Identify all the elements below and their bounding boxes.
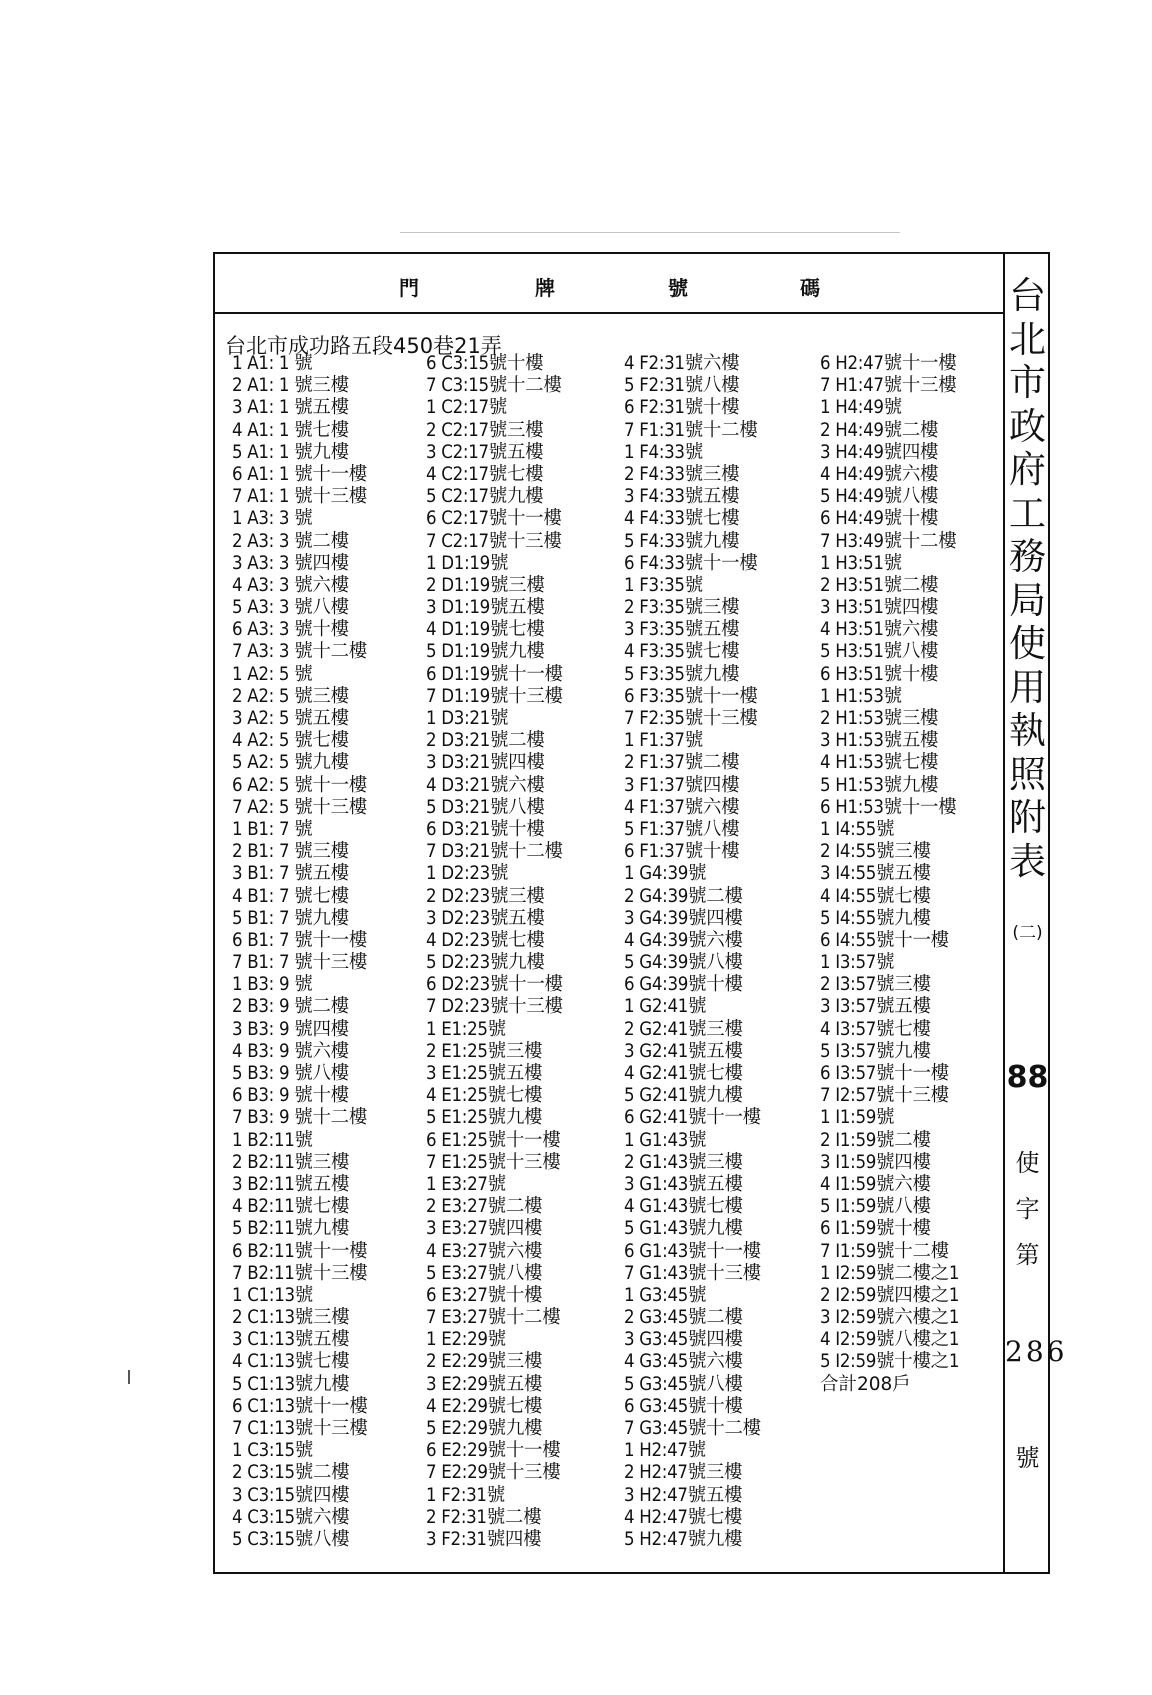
address-entry: 1 A1: 1 號 — [232, 353, 313, 374]
address-entry: 2 C3:15號二樓 — [232, 1462, 350, 1484]
address-entry: 7 E2:29號十三樓 — [426, 1462, 561, 1484]
address-entry: 4 H4:49號六樓 — [820, 463, 939, 485]
address-entry: 1 E2:29號 — [426, 1329, 506, 1351]
address-entry: 4 H2:47號七樓 — [624, 1506, 743, 1528]
address-entry: 6 H4:49號十樓 — [820, 508, 939, 530]
address-entry: 5 B2:11號九樓 — [232, 1218, 350, 1240]
address-entry: 6 D2:23號十一樓 — [426, 974, 563, 996]
permit-word: 使字第 — [1015, 1149, 1040, 1269]
address-entry: 2 G2:41號三樓 — [624, 1018, 743, 1040]
address-entry: 6 G2:41號十一樓 — [624, 1107, 761, 1129]
address-entry: 4 B3: 9 號六樓 — [232, 1040, 349, 1062]
address-entry: 5 D3:21號八樓 — [426, 796, 545, 818]
address-entry: 6 B2:11號十一樓 — [232, 1240, 368, 1262]
address-entry: 6 A3: 3 號十樓 — [232, 619, 349, 641]
address-entry: 1 C2:17號 — [426, 397, 507, 419]
address-entry: 5 B3: 9 號八樓 — [232, 1063, 349, 1084]
address-entry: 1 A3: 3 號 — [232, 508, 313, 530]
address-entry: 6 F2:31號十樓 — [624, 397, 740, 419]
address-entry: 1 C3:15號 — [232, 1440, 313, 1462]
address-entry: 7 C2:17號十三樓 — [426, 530, 562, 552]
document-title: 台北市政府工務局使用執照附表 — [1009, 274, 1046, 883]
address-entry: 6 E2:29號十一樓 — [426, 1440, 561, 1462]
address-entry: 1 D3:21號 — [426, 708, 509, 729]
address-entry: 4 A3: 3 號六樓 — [232, 574, 349, 596]
address-entry: 3 C2:17號五樓 — [426, 441, 544, 463]
address-entry: 3 G2:41號五樓 — [624, 1040, 743, 1062]
header-label: 門 — [399, 276, 419, 300]
address-entry: 2 E2:29號三樓 — [426, 1351, 543, 1373]
address-entry: 7 B2:11號十三樓 — [232, 1262, 368, 1284]
address-entry: 3 F3:35號五樓 — [624, 619, 740, 641]
address-entry: 4 D2:23號七樓 — [426, 929, 545, 951]
address-entry: 3 H1:53號五樓 — [820, 730, 939, 752]
address-entry: 2 G3:45號二樓 — [624, 1307, 743, 1329]
table-header — [213, 252, 1005, 314]
address-entry: 6 A2: 5 號十一樓 — [232, 774, 368, 796]
address-entry: 3 D1:19號五樓 — [426, 597, 545, 619]
address-entry: 5 G4:39號八樓 — [624, 952, 743, 974]
address-entry: 6 F1:37號十樓 — [624, 841, 740, 863]
address-entry: 5 E2:29號九樓 — [426, 1418, 543, 1439]
permit-suffix: 號 — [1015, 1444, 1040, 1472]
street-address: 台北市成功路五段450巷21弄 — [225, 334, 502, 358]
address-entry: 4 I4:55號七樓 — [820, 885, 931, 907]
address-entry: 6 F3:35號十一樓 — [624, 685, 758, 707]
scan-artifact — [128, 1370, 130, 1384]
header-label: 牌 — [535, 276, 555, 300]
address-entry: 1 F4:33號 — [624, 441, 703, 463]
address-entry: 4 G2:41號七樓 — [624, 1063, 743, 1084]
address-entry: 3 I2:59號六樓之1 — [820, 1307, 960, 1329]
address-entry: 4 C3:15號六樓 — [232, 1506, 350, 1528]
header-label: 號 — [668, 276, 688, 300]
address-entry: 7 F1:31號十二樓 — [624, 419, 758, 441]
address-entry: 1 I1:59號 — [820, 1107, 895, 1129]
address-entry: 2 E1:25號三樓 — [426, 1040, 543, 1062]
address-entry: 4 F4:33號七樓 — [624, 508, 740, 530]
address-entry: 2 D1:19號三樓 — [426, 574, 545, 596]
address-entry: 1 F3:35號 — [624, 574, 703, 596]
address-entry: 3 F2:31號四樓 — [426, 1528, 542, 1550]
address-entry: 4 A1: 1 號七樓 — [232, 419, 349, 441]
address-entry: 1 H3:51號 — [820, 552, 902, 574]
address-entry: 2 I3:57號三樓 — [820, 974, 931, 996]
address-entry: 7 B1: 7 號十三樓 — [232, 952, 368, 974]
address-entry: 5 H4:49號八樓 — [820, 486, 939, 508]
address-entry: 3 H3:51號四樓 — [820, 597, 939, 619]
address-entry: 3 F1:37號四樓 — [624, 774, 740, 796]
address-entry: 5 B1: 7 號九樓 — [232, 907, 349, 929]
address-entry: 5 E3:27號八樓 — [426, 1262, 543, 1284]
address-entry: 2 I4:55號三樓 — [820, 841, 931, 863]
address-entry: 2 G1:43號三樓 — [624, 1151, 743, 1173]
address-entry: 6 C2:17號十一樓 — [426, 508, 562, 530]
address-entry: 4 F1:37號六樓 — [624, 796, 740, 818]
address-entry: 5 F3:35號九樓 — [624, 663, 740, 685]
address-entry: 3 A3: 3 號四樓 — [232, 552, 349, 574]
address-entry: 4 E1:25號七樓 — [426, 1085, 543, 1107]
address-entry: 3 E2:29號五樓 — [426, 1373, 543, 1395]
address-entry: 5 E1:25號九樓 — [426, 1107, 543, 1129]
address-entry: 4 I3:57號七樓 — [820, 1018, 931, 1040]
address-entry: 1 D1:19號 — [426, 552, 509, 574]
address-entry: 6 H3:51號十樓 — [820, 663, 939, 685]
address-entry: 2 A2: 5 號三樓 — [232, 685, 349, 707]
address-entry: 7 A1: 1 號十三樓 — [232, 486, 368, 508]
address-entry: 1 B3: 9 號 — [232, 974, 313, 996]
address-entry: 4 I1:59號六樓 — [820, 1173, 931, 1195]
address-entry: 7 H1:47號十三樓 — [820, 375, 957, 397]
address-entry: 6 C3:15號十樓 — [426, 353, 544, 374]
address-entry: 4 E3:27號六樓 — [426, 1240, 543, 1262]
address-entry: 4 C1:13號七樓 — [232, 1351, 350, 1373]
address-entry: 5 I3:57號九樓 — [820, 1040, 931, 1062]
address-entry: 3 I4:55號五樓 — [820, 863, 931, 885]
address-entry: 4 C2:17號七樓 — [426, 463, 544, 485]
address-entry: 6 H2:47號十一樓 — [820, 353, 957, 374]
address-entry: 6 F4:33號十一樓 — [624, 552, 758, 574]
address-entry: 2 D3:21號二樓 — [426, 730, 545, 752]
address-entry: 7 H3:49號十二樓 — [820, 530, 957, 552]
address-entry: 6 I4:55號十一樓 — [820, 929, 949, 951]
address-entry: 6 E3:27號十樓 — [426, 1284, 543, 1306]
header-label: 碼 — [800, 276, 820, 300]
address-entry: 7 E3:27號十二樓 — [426, 1307, 561, 1329]
address-entry: 1 I2:59號二樓之1 — [820, 1262, 960, 1284]
address-entry: 2 A1: 1 號三樓 — [232, 375, 349, 397]
address-entry: 4 E2:29號七樓 — [426, 1395, 543, 1417]
address-entry: 6 I3:57號十一樓 — [820, 1063, 949, 1084]
address-entry: 7 D2:23號十三樓 — [426, 996, 563, 1018]
address-entry: 2 A3: 3 號二樓 — [232, 530, 349, 552]
address-entry: 7 I2:57號十三樓 — [820, 1085, 949, 1107]
address-entry: 4 F3:35號七樓 — [624, 641, 740, 663]
address-entry: 6 E1:25號十一樓 — [426, 1129, 561, 1151]
address-entry: 7 F2:35號十三樓 — [624, 708, 758, 729]
address-entry: 2 F4:33號三樓 — [624, 463, 740, 485]
address-entry: 3 C1:13號五樓 — [232, 1329, 350, 1351]
address-entry: 1 H1:53號 — [820, 685, 902, 707]
address-column — [820, 353, 1010, 1396]
address-column — [426, 353, 616, 1551]
address-entry: 1 H4:49號 — [820, 397, 902, 419]
address-entry: 4 G1:43號七樓 — [624, 1196, 743, 1218]
address-entry: 2 H4:49號二樓 — [820, 419, 939, 441]
address-entry: 7 G1:43號十三樓 — [624, 1262, 761, 1284]
address-entry: 7 C3:15號十二樓 — [426, 375, 562, 397]
address-entry: 4 H1:53號七樓 — [820, 752, 939, 774]
address-entry: 1 C1:13號 — [232, 1284, 313, 1306]
address-entry: 2 G4:39號二樓 — [624, 885, 743, 907]
permit-year: 88 — [1006, 1060, 1049, 1095]
address-entry: 2 B3: 9 號二樓 — [232, 996, 349, 1018]
address-column — [232, 353, 422, 1551]
address-entry: 6 B1: 7 號十一樓 — [232, 929, 368, 951]
address-entry: 1 I4:55號 — [820, 818, 895, 840]
address-entry: 4 G4:39號六樓 — [624, 929, 743, 951]
address-entry: 1 E3:27號 — [426, 1173, 506, 1195]
address-entry: 3 G4:39號四樓 — [624, 907, 743, 929]
address-entry: 2 B2:11號三樓 — [232, 1151, 350, 1173]
address-entry: 2 B1: 7 號三樓 — [232, 841, 349, 863]
address-entry: 1 B1: 7 號 — [232, 818, 313, 840]
address-entry: 3 F4:33號五樓 — [624, 486, 740, 508]
address-entry: 3 E3:27號四樓 — [426, 1218, 543, 1240]
address-entry: 5 D1:19號九樓 — [426, 641, 545, 663]
address-entry: 5 I1:59號八樓 — [820, 1196, 931, 1218]
address-entry: 1 G4:39號 — [624, 863, 707, 885]
address-entry: 3 B1: 7 號五樓 — [232, 863, 349, 885]
address-entry: 5 H1:53號九樓 — [820, 774, 939, 796]
address-entry: 2 I2:59號四樓之1 — [820, 1284, 960, 1306]
address-entry: 1 F2:31號 — [426, 1484, 505, 1506]
address-entry: 5 F2:31號八樓 — [624, 375, 740, 397]
scan-artifact — [400, 232, 900, 233]
address-entry: 2 C2:17號三樓 — [426, 419, 544, 441]
address-entry: 6 B3: 9 號十樓 — [232, 1085, 349, 1107]
address-entry: 1 H2:47號 — [624, 1440, 706, 1462]
address-entry: 3 C3:15號四樓 — [232, 1484, 350, 1506]
sidebar — [1005, 252, 1068, 1574]
address-entry: 7 A3: 3 號十二樓 — [232, 641, 368, 663]
address-entry: 3 A1: 1 號五樓 — [232, 397, 349, 419]
address-entry: 6 G3:45號十樓 — [624, 1395, 743, 1417]
address-entry: 2 F1:37號二樓 — [624, 752, 740, 774]
address-entry: 3 I1:59號四樓 — [820, 1151, 931, 1173]
address-entry: 6 G4:39號十樓 — [624, 974, 743, 996]
address-entry: 4 H3:51號六樓 — [820, 619, 939, 641]
address-entry: 7 A2: 5 號十三樓 — [232, 796, 368, 818]
address-entry: 4 F2:31號六樓 — [624, 353, 740, 374]
address-entry: 3 D3:21號四樓 — [426, 752, 545, 774]
address-entry: 7 D1:19號十三樓 — [426, 685, 563, 707]
address-entry: 3 E1:25號五樓 — [426, 1063, 543, 1084]
address-entry: 2 I1:59號二樓 — [820, 1129, 931, 1151]
address-entry: 2 C1:13號三樓 — [232, 1307, 350, 1329]
address-entry: 5 H2:47號九樓 — [624, 1528, 743, 1550]
address-entry: 1 G1:43號 — [624, 1129, 707, 1151]
address-entry: 7 E1:25號十三樓 — [426, 1151, 561, 1173]
address-entry: 3 G1:43號五樓 — [624, 1173, 743, 1195]
address-entry: 4 D3:21號六樓 — [426, 774, 545, 796]
address-entry: 1 A2: 5 號 — [232, 663, 313, 685]
address-entry: 1 G2:41號 — [624, 996, 707, 1018]
address-entry: 7 G3:45號十二樓 — [624, 1418, 761, 1439]
address-entry: 1 D2:23號 — [426, 863, 509, 885]
address-entry: 6 G1:43號十一樓 — [624, 1240, 761, 1262]
address-entry: 6 H1:53號十一樓 — [820, 796, 957, 818]
address-entry: 7 B3: 9 號十二樓 — [232, 1107, 368, 1129]
address-entry: 3 H2:47號五樓 — [624, 1484, 743, 1506]
address-entry: 4 I2:59號八樓之1 — [820, 1329, 960, 1351]
address-entry: 7 D3:21號十二樓 — [426, 841, 563, 863]
address-entry: 1 F1:37號 — [624, 730, 703, 752]
address-entry: 3 D2:23號五樓 — [426, 907, 545, 929]
address-entry: 4 B1: 7 號七樓 — [232, 885, 349, 907]
address-entry: 5 A1: 1 號九樓 — [232, 441, 349, 463]
permit-number: 286 — [1005, 1335, 1068, 1368]
address-entry: 2 H3:51號二樓 — [820, 574, 939, 596]
address-entry: 3 B3: 9 號四樓 — [232, 1018, 349, 1040]
address-entry: 5 A2: 5 號九樓 — [232, 752, 349, 774]
address-entry: 4 A2: 5 號七樓 — [232, 730, 349, 752]
address-entry: 5 G2:41號九樓 — [624, 1085, 743, 1107]
address-entry: 6 D3:21號十樓 — [426, 818, 545, 840]
address-entry: 6 A1: 1 號十一樓 — [232, 463, 368, 485]
address-entry: 5 G3:45號八樓 — [624, 1373, 743, 1395]
address-column — [624, 353, 814, 1551]
address-entry: 3 A2: 5 號五樓 — [232, 708, 349, 729]
address-entry: 3 H4:49號四樓 — [820, 441, 939, 463]
address-entry: 6 C1:13號十一樓 — [232, 1395, 368, 1417]
address-entry: 5 F4:33號九樓 — [624, 530, 740, 552]
address-entry: 4 D1:19號七樓 — [426, 619, 545, 641]
address-entry: 5 I2:59號十樓之1 — [820, 1351, 960, 1373]
address-entry: 5 F1:37號八樓 — [624, 818, 740, 840]
address-entry: 2 H1:53號三樓 — [820, 708, 939, 729]
address-entry: 5 D2:23號九樓 — [426, 952, 545, 974]
address-entry: 2 H2:47號三樓 — [624, 1462, 743, 1484]
address-entry: 2 F3:35號三樓 — [624, 597, 740, 619]
address-entry: 5 H3:51號八樓 — [820, 641, 939, 663]
address-entry: 3 B2:11號五樓 — [232, 1173, 350, 1195]
address-entry: 5 A3: 3 號八樓 — [232, 597, 349, 619]
address-entry: 5 G1:43號九樓 — [624, 1218, 743, 1240]
address-entry: 4 B2:11號七樓 — [232, 1196, 350, 1218]
address-entry: 1 B2:11號 — [232, 1129, 313, 1151]
address-entry: 2 F2:31號二樓 — [426, 1506, 542, 1528]
address-entry: 1 E1:25號 — [426, 1018, 506, 1040]
address-entry: 3 I3:57號五樓 — [820, 996, 931, 1018]
document-subtitle: (二) — [1012, 923, 1043, 943]
address-entry: 2 E3:27號二樓 — [426, 1196, 543, 1218]
address-entry: 2 D2:23號三樓 — [426, 885, 545, 907]
address-entry: 5 C2:17號九樓 — [426, 486, 544, 508]
address-entry: 1 I3:57號 — [820, 952, 895, 974]
address-entry: 6 I1:59號十樓 — [820, 1218, 931, 1240]
address-entry: 5 I4:55號九樓 — [820, 907, 931, 929]
address-entry: 3 G3:45號四樓 — [624, 1329, 743, 1351]
address-entry: 7 C1:13號十三樓 — [232, 1418, 368, 1439]
address-entry: 1 G3:45號 — [624, 1284, 707, 1306]
address-entry: 6 D1:19號十一樓 — [426, 663, 563, 685]
household-total: 合計208戶 — [820, 1373, 911, 1395]
address-entry: 5 C3:15號八樓 — [232, 1528, 350, 1550]
address-entry: 4 G3:45號六樓 — [624, 1351, 743, 1373]
address-entry: 5 C1:13號九樓 — [232, 1373, 350, 1395]
address-entry: 7 I1:59號十二樓 — [820, 1240, 949, 1262]
